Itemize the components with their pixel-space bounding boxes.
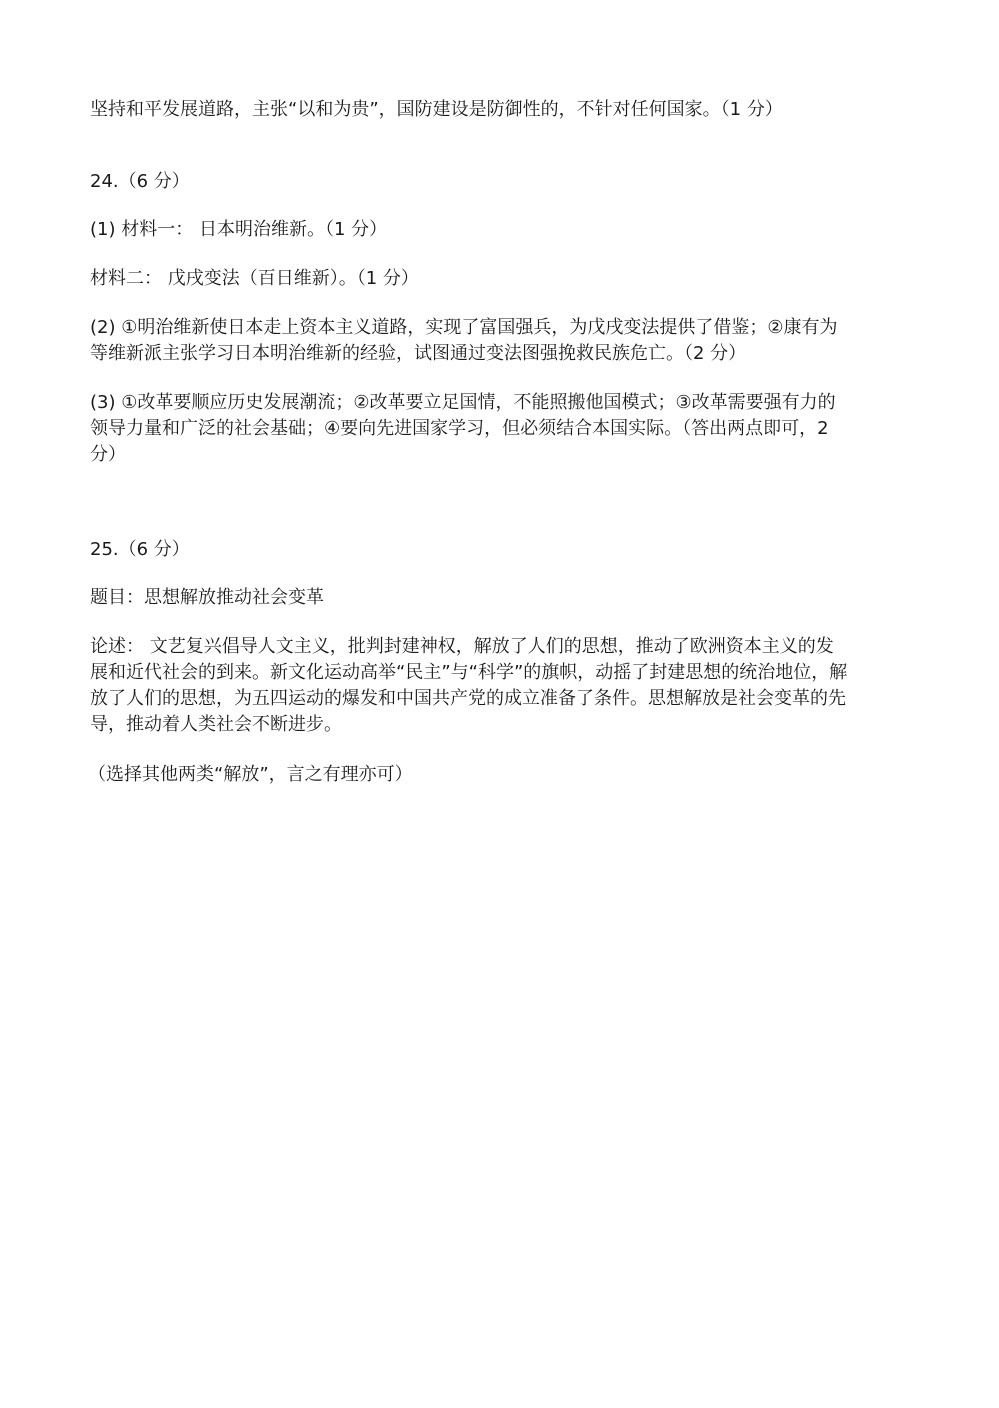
- question-25-topic: 题目：思想解放推动社会变革: [90, 587, 324, 608]
- question-24-part2-line2: 等维新派主张学习日本明治维新的经验，试图通过变法图强挽救民族危亡。（2 分）: [90, 343, 747, 364]
- intro-answer-line: 坚持和平发展道路，主张“以和为贵”，国防建设是防御性的，不针对任何国家。（1 分）: [90, 99, 783, 120]
- question-24-heading: 24.（6 分）: [90, 171, 190, 192]
- question-24-part3-line3: 分）: [90, 444, 126, 465]
- question-24-part1-material2: 材料二： 戊戌变法（百日维新）。（1 分）: [90, 268, 419, 289]
- question-24-part3-line1: (3) ①改革要顺应历史发展潮流；②改革要立足国情，不能照搬他国模式；③改革需要强有力的: [90, 392, 836, 413]
- question-25-note: （选择其他两类“解放”，言之有理亦可）: [88, 764, 413, 785]
- question-25-heading: 25.（6 分）: [90, 539, 190, 560]
- question-25-essay-line1: 论述： 文艺复兴倡导人文主义，批判封建神权，解放了人们的思想，推动了欧洲资本主义的发: [90, 636, 834, 657]
- question-25-essay-line4: 导，推动着人类社会不断进步。: [90, 714, 342, 735]
- question-25-essay-line2: 展和近代社会的到来。新文化运动高举“民主”与“科学”的旗帜，动摇了封建思想的统治地位，解: [90, 662, 848, 683]
- question-24-part2-line1: (2) ①明治维新使日本走上资本主义道路，实现了富国强兵，为戊戌变法提供了借鉴；②康有为: [90, 317, 838, 338]
- question-24-part3-line2: 领导力量和广泛的社会基础；④要向先进国家学习，但必须结合本国实际。（答出两点即可，2: [90, 418, 829, 439]
- question-25-essay-line3: 放了人们的思想，为五四运动的爆发和中国共产党的成立准备了条件。思想解放是社会变革的先: [90, 688, 846, 709]
- question-24-part1-material1: (1) 材料一： 日本明治维新。（1 分）: [90, 219, 388, 240]
